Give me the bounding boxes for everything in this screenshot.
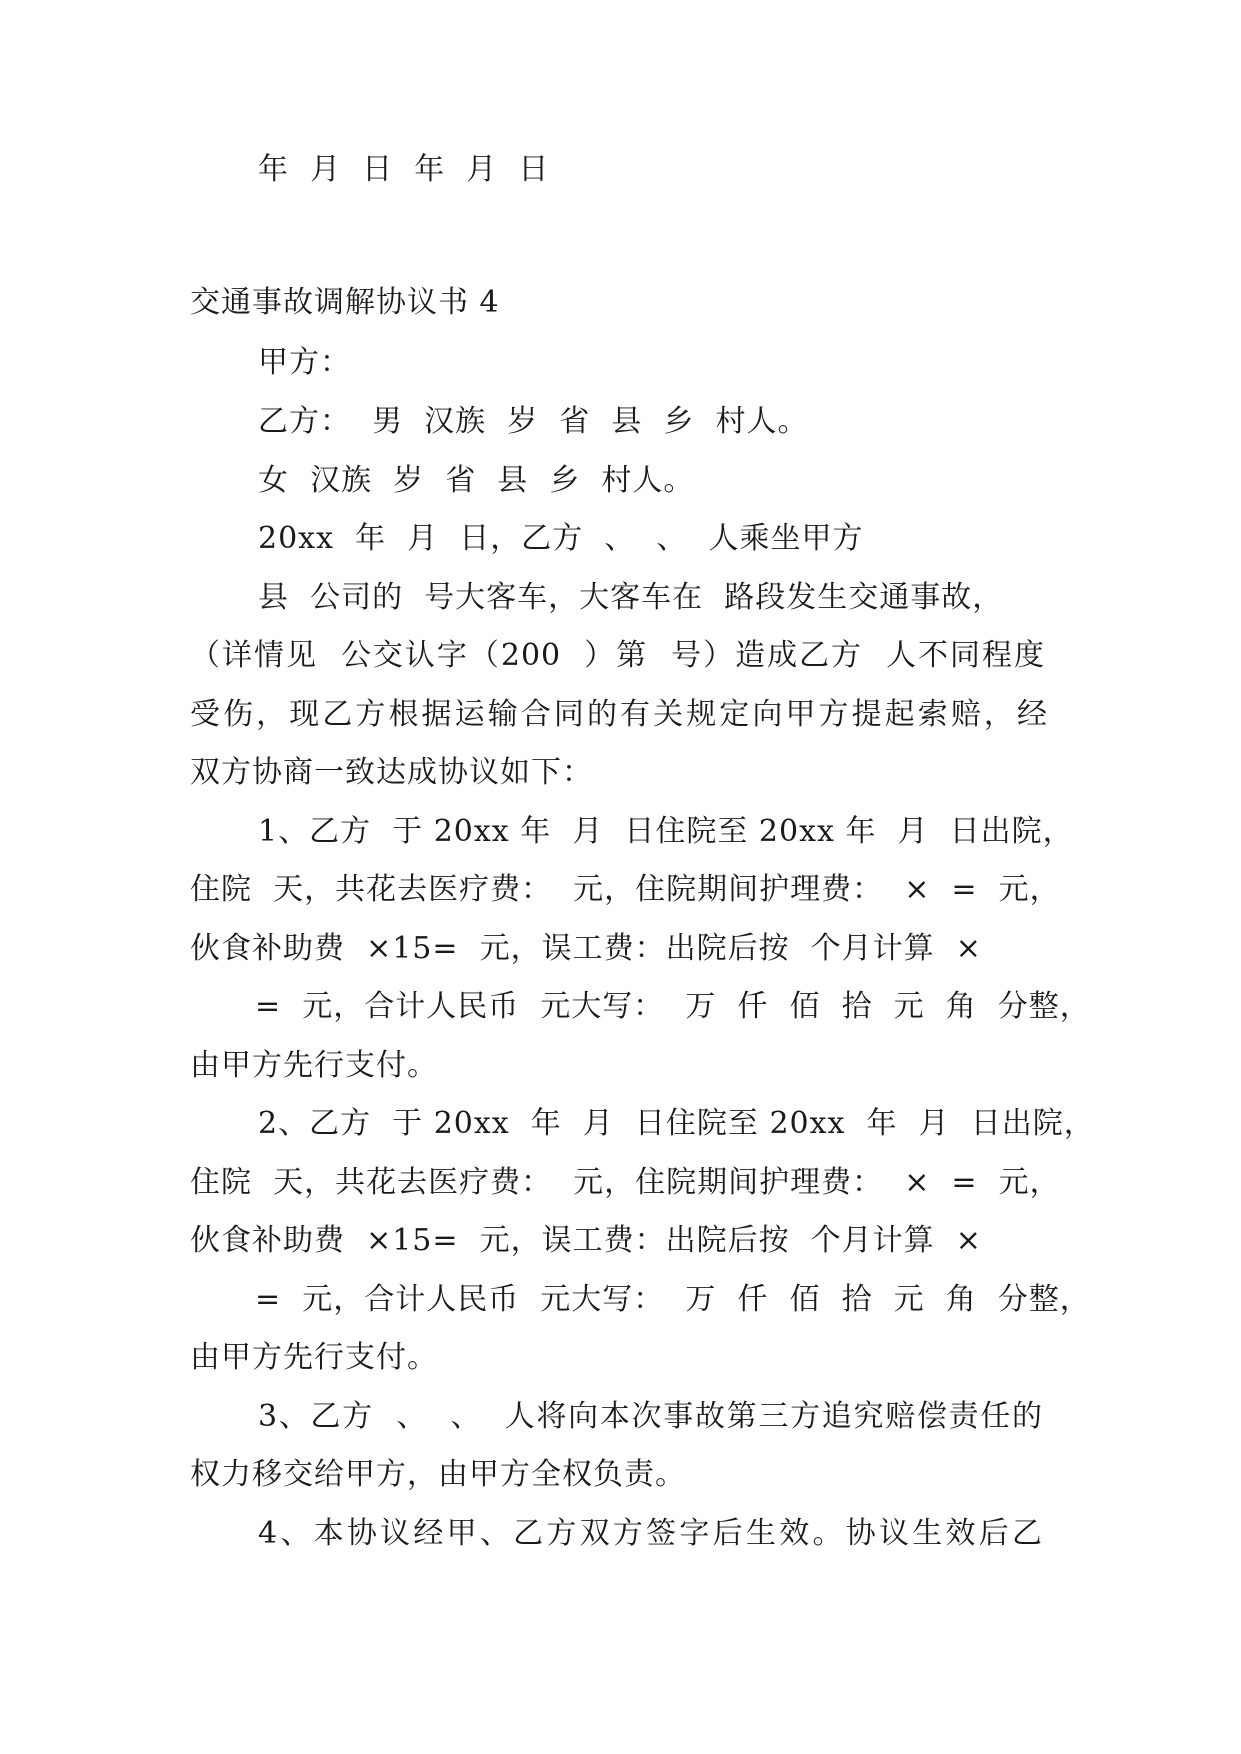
item-line: 住院 天，共花去医疗费： 元，住院期间护理费： × = 元， — [190, 1165, 1061, 1200]
paragraph-line: 受伤，现乙方根据运输合同的有关规定向甲方提起索赔，经 — [190, 697, 1048, 732]
paragraph-line: 县 公司的 号大客车，大客车在 路段发生交通事故， — [258, 580, 1004, 615]
item-line: 住院 天，共花去医疗费： 元，住院期间护理费： × = 元， — [190, 872, 1061, 907]
item-line: 伙食补助费 ×15= 元，误工费：出院后按 个月计算 × — [190, 931, 982, 966]
item-line: 伙食补助费 ×15= 元，误工费：出院后按 个月计算 × — [190, 1223, 982, 1258]
item-line: 由甲方先行支付。 — [190, 1340, 438, 1375]
item-line: 权力移交给甲方，由甲方全权负责。 — [190, 1457, 686, 1492]
item-line: 4、本协议经甲、乙方双方签字后生效。协议生效后乙 — [258, 1516, 1043, 1551]
date-line: 年 月 日 年 月 日 — [258, 152, 550, 187]
document-title: 交通事故调解协议书 4 — [190, 285, 500, 320]
item-line: = 元，合计人民币 元大写： 万 仟 佰 拾 元 角 分整， — [255, 1282, 1091, 1317]
party-a-line: 甲方： — [258, 345, 351, 380]
paragraph-line: （详情见 公交认字（200 ）第 号）造成乙方 人不同程度 — [190, 638, 1045, 673]
item-line: 2、乙方 于 20xx 年 月 日住院至 20xx 年 月 日出院， — [258, 1106, 1095, 1141]
paragraph-line: 20xx 年 月 日，乙方 、 、 人乘坐甲方 — [258, 521, 864, 556]
item-line: = 元，合计人民币 元大写： 万 仟 佰 拾 元 角 分整， — [255, 989, 1091, 1024]
paragraph-line: 双方协商一致达成协议如下： — [190, 755, 593, 790]
item-line: 1、乙方 于 20xx 年 月 日住院至 20xx 年 月 日出院， — [258, 814, 1074, 849]
party-b-line: 乙方： 男 汉族 岁 省 县 乡 村人。 — [258, 404, 809, 439]
party-b-line-2: 女 汉族 岁 省 县 乡 村人。 — [258, 463, 695, 498]
item-line: 3、乙方 、 、 人将向本次事故第三方追究赔偿责任的 — [258, 1399, 1043, 1434]
item-line: 由甲方先行支付。 — [190, 1048, 438, 1083]
